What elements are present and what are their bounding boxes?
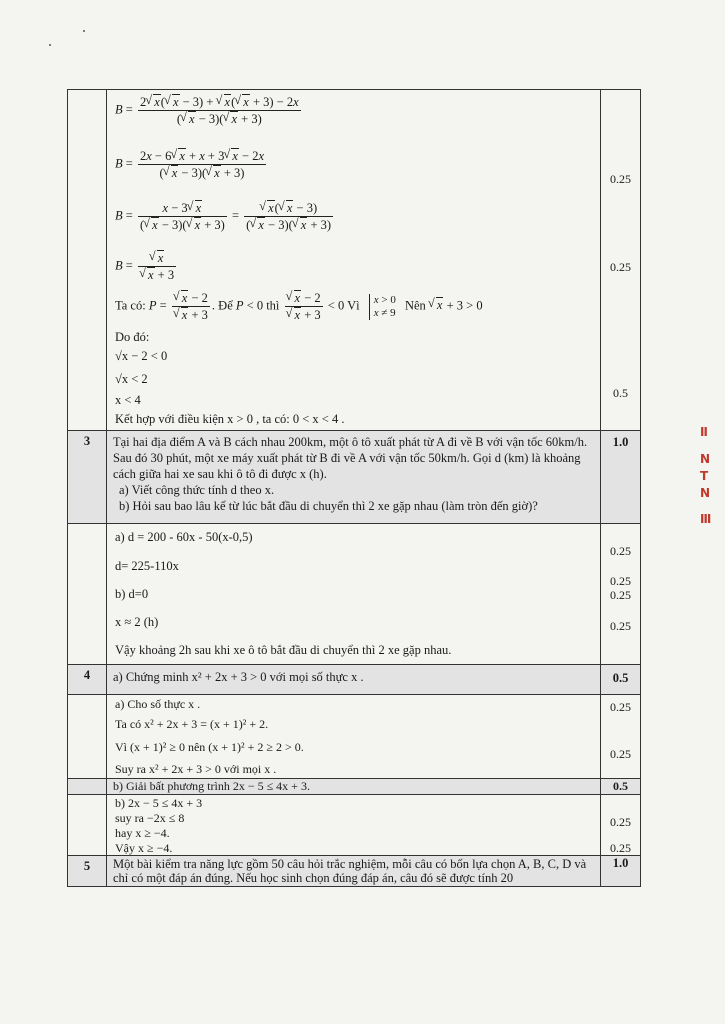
q4b-answer-row <box>68 795 641 856</box>
q4a-score-cell <box>601 695 641 779</box>
label-nen: Nên <box>404 298 426 313</box>
q4a-total-score: 0.5 <box>601 665 641 695</box>
score-value: 0.25 <box>610 172 631 186</box>
q3-answer-line: x ≈ 2 (h) <box>115 615 159 629</box>
q5-prompt-text: Một bài kiểm tra năng lực gồm 50 câu hỏi trắc nghiệm, mỗi câu có bốn lựa chọn A, B, C, D và chỉ có một đáp án đúng. Nếu học sinh chọn đúng đáp án, câu đó sẽ được tính 20 <box>113 857 587 885</box>
q2-solution-cell <box>107 90 601 431</box>
q4-number: 4 <box>68 665 107 695</box>
score-value: 0.25 <box>610 747 631 761</box>
q4b-number-cell <box>68 779 107 795</box>
q3-number: 3 <box>68 431 107 524</box>
q4a-answer-line: Vì (x + 1)² ≥ 0 nên (x + 1)² + 2 ≥ 2 > 0. <box>115 740 304 754</box>
q3-prompt-text: Tại hai địa điểm A và B cách nhau 200km, một ô tô xuất phát từ A đi về B với vận tốc 60km/h. Sau đó 30 phút, một xe máy xuất phát từ B đi về A với vận tốc 50km/h. Gọi d (km) là khoảng cách giữa hai xe sau khi ô tô đi được x (h). <box>113 435 588 481</box>
q4b-answer-number-cell <box>68 795 107 856</box>
q4b-score-cell <box>601 795 641 856</box>
q2-number-cell <box>68 90 107 431</box>
q3-answer-score-cell <box>601 524 641 665</box>
q4a-answer-line: Suy ra x² + 2x + 3 > 0 với mọi x . <box>115 762 277 776</box>
q3-answer-line: Vậy khoảng 2h sau khi xe ô tô bắt đầu di chuyển thì 2 xe gặp nhau. <box>115 643 452 657</box>
q4b-answer-line: Vậy x ≥ −4. <box>115 841 173 855</box>
q4b-answer-line: suy ra −2x ≤ 8 <box>115 811 185 825</box>
q3-part-b: b) Hỏi sau bao lâu kể từ lúc bắt đầu di chuyển thì 2 xe gặp nhau (làm tròn đến giờ)? <box>119 499 538 513</box>
q4a-answer-row <box>68 695 641 779</box>
stamp-fragment: Ⅱ <box>700 425 708 439</box>
q4b-answer-line: hay x ≥ −4. <box>115 826 170 840</box>
stamp-fragment: N <box>700 486 711 500</box>
q3-answer-line: a) d = 200 - 60x - 50(x-0,5) <box>115 530 253 544</box>
q4b-prompt-cell <box>107 779 601 795</box>
q5-prompt-row <box>68 856 641 887</box>
q4a-prompt-cell <box>107 665 601 695</box>
step-b4: B = √ x √ x + 3 <box>115 250 178 283</box>
q3-answer-line: b) d=0 <box>115 587 149 601</box>
inequality-1: √x − 2 < 0 <box>115 349 168 363</box>
stamp-fragment: N <box>700 452 711 466</box>
score-value: 0.5 <box>613 386 628 400</box>
grading-table <box>67 89 641 887</box>
q5-prompt-cell <box>107 856 601 887</box>
speck <box>49 44 51 46</box>
score-value: 0.25 <box>610 260 631 274</box>
q4a-answer-number-cell <box>68 695 107 779</box>
q4a-prompt-row <box>68 665 641 695</box>
q2-score-cell <box>601 90 641 431</box>
inequality-2: √x < 2 <box>115 372 148 386</box>
condition-brace: x > 0 x ≠ 9 <box>369 294 396 320</box>
q4b-prompt-text: b) Giải bất phương trình 2x − 5 ≤ 4x + 3. <box>113 779 310 793</box>
q4b-answer-line: b) 2x − 5 ≤ 4x + 3 <box>115 796 203 810</box>
q4b-total-score: 0.5 <box>601 779 641 795</box>
step-b2: B = $\frac{2x - 6√ x + x + 3√ x - 2x}{(√ x - 3)(√ x + 3)}$ <box>115 148 268 181</box>
label-ta-co: Ta có: <box>115 298 146 313</box>
q4a-prompt-text: a) Chứng minh x² + 2x + 3 > 0 với mọi số thực x . <box>113 670 364 684</box>
q4b-prompt-row <box>68 779 641 795</box>
score-value: 0.25 <box>610 815 631 829</box>
q3-answer-cell <box>107 524 601 665</box>
stamp-fragment: T <box>700 469 709 483</box>
score-value: 0.25 <box>610 700 631 714</box>
speck <box>83 30 85 32</box>
step-b1: B = $\frac{2√ x(√ x - 3) + √ x(√ x + 3) - 2x}{(√ x - 3)(√ x + 3)}$ <box>115 94 303 127</box>
step-b3: B = $\frac{x - 3√ x}{(√ x - 3)(√ x + 3)}$ = √ $\frac{x(√ x - 3)}{(√ x - 3)(√ x + 3)}$ <box>115 200 335 233</box>
stamp-fragment: Ⅲ <box>700 512 712 526</box>
inequality-3: x < 4 <box>115 393 141 407</box>
label-vi: Vì <box>347 298 360 313</box>
q3-answer-line: d= 225-110x <box>115 559 179 573</box>
q3-prompt-cell <box>107 431 601 524</box>
score-value: 0.25 <box>610 841 631 855</box>
score-value: 0.25 <box>610 619 631 633</box>
q2-solution-row <box>68 90 641 431</box>
q3-answer-number-cell <box>68 524 107 665</box>
q3-answer-row <box>68 524 641 665</box>
score-value: 0.25 <box>610 544 631 558</box>
do-do-label: Do đó: <box>115 330 150 344</box>
conclusion-line: Kết hợp với điều kiện x > 0 , ta có: 0 < x < 4 . <box>115 412 345 426</box>
q5-number: 5 <box>68 856 107 887</box>
q4a-answer-cell <box>107 695 601 779</box>
q3-prompt-row <box>68 431 641 524</box>
label-de: . Để <box>211 298 233 313</box>
q5-total-score: 1.0 <box>601 856 641 887</box>
q3-part-a: a) Viết công thức tính d theo x. <box>119 483 275 497</box>
score-value: 0.25 <box>610 588 631 602</box>
q4a-answer-line: Ta có x² + 2x + 3 = (x + 1)² + 2. <box>115 717 269 731</box>
q3-total-score: 1.0 <box>601 431 641 524</box>
q4b-answer-cell <box>107 795 601 856</box>
label-thi: thì <box>266 298 280 313</box>
score-value: 0.25 <box>610 574 631 588</box>
q4a-answer-line: a) Cho số thực x . <box>115 697 201 711</box>
p-condition-line: Ta có: P = √ x − 2 √ x + 3 . Để P < 0 thì √ x − 2 √ x + 3 < 0 Vì x > 0 x ≠ 9 Nên √ x + 3 > 0 <box>115 290 483 323</box>
